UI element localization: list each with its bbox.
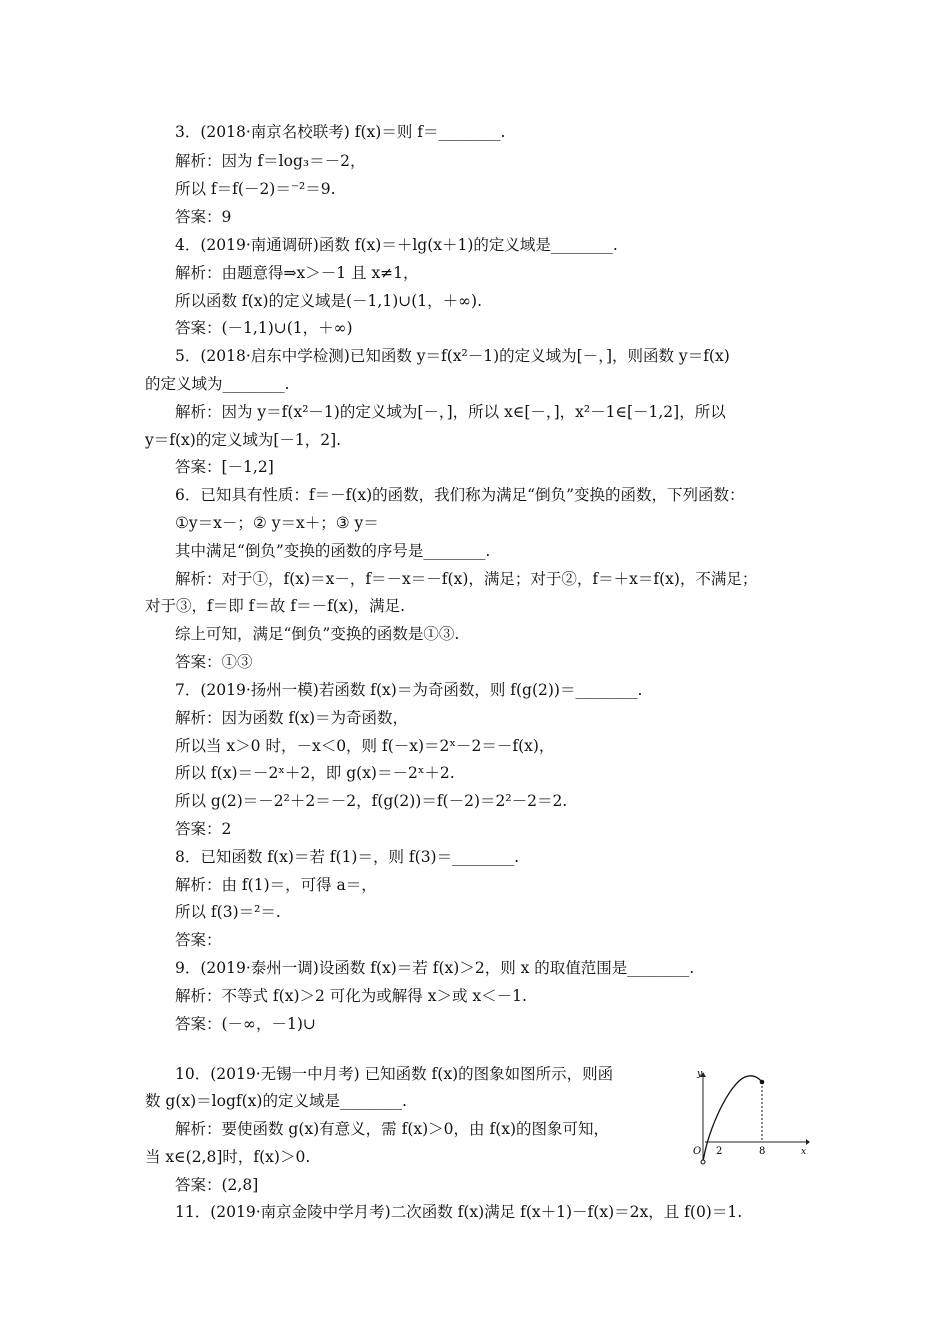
q4-solution: 解析：由题意得⇒x＞－1 且 x≠1， [175,264,419,282]
q10-solution: 解析：要使函数 g(x)有意义，需 f(x)＞0，由 f(x)的图象可知， [175,1120,610,1138]
q3-question: 3．(2018·南京名校联考) f(x)＝则 f＝________. [175,123,506,141]
q6-answer: 答案：①③ [175,653,253,671]
endpoint-open [701,1160,705,1164]
q5-question-2: 的定义域为________. [145,375,290,393]
q5-solution: 解析：因为 y＝f(x²－1)的定义域为[－，]，所以 x∈[－，]，x²－1∈[－1,2]，所以 [175,403,726,421]
q4-answer: 答案：(－1,1)∪(1，＋∞) [175,319,353,337]
q11-question: 11．(2019·南京金陵中学月考)二次函数 f(x)满足 f(x＋1)－f(x)＝2x，且 f(0)＝1. [175,1203,743,1221]
q5-question: 5．(2018·启东中学检测)已知函数 y＝f(x²－1)的定义域为[－，]，则函数 y＝f(x) [175,347,730,365]
q6-solution-3: 综上可知，满足“倒负”变换的函数是①③. [175,625,460,643]
q9-answer: 答案：(－∞，－1)∪ [175,1015,316,1033]
q8-solution: 解析：由 f(1)＝，可得 a＝， [175,876,377,894]
q10-question-2: 数 g(x)＝logf(x)的定义域是________. [145,1092,407,1110]
q8-answer: 答案： [175,931,222,949]
q3-answer: 答案：9 [175,208,232,226]
tick-label-8: 8 [759,1146,766,1157]
q6-solution-2: 对于③，f＝即 f＝故 f＝－f(x)，满足. [145,597,406,615]
q5-answer: 答案：[－1,2] [175,458,274,476]
q3-solution: 解析：因为 f＝log₃＝－2， [175,152,366,170]
q6-question-2: 其中满足“倒负”变换的函数的序号是________. [175,542,491,560]
q7-answer: 答案：2 [175,820,232,838]
function-curve [703,1076,762,1162]
q10-question: 10．(2019·无锡一中月考) 已知函数 f(x)的图象如图所示，则函 [175,1065,614,1083]
q4-question: 4．(2019·南通调研)函数 f(x)＝＋lg(x＋1)的定义域是________. [175,236,618,254]
q7-solution: 解析：因为函数 f(x)＝为奇函数， [175,709,409,727]
q8-solution-2: 所以 f(3)＝²＝. [175,903,281,921]
q8-question: 8．已知函数 f(x)＝若 f(1)＝，则 f(3)＝________. [175,848,520,866]
q7-solution-3: 所以 f(x)＝－2ˣ＋2，即 g(x)＝－2ˣ＋2. [175,764,455,782]
q10-solution-2: 当 x∈(2,8]时，f(x)＞0. [145,1148,311,1166]
q9-solution: 解析：不等式 f(x)＞2 可化为或解得 x＞或 x＜－1. [175,987,527,1005]
q7-question: 7．(2019·扬州一模)若函数 f(x)＝为奇函数，则 f(g(2))＝________. [175,681,643,699]
y-axis-label: y [697,1069,703,1079]
q7-solution-4: 所以 g(2)＝－2²＋2＝－2，f(g(2))＝f(－2)＝2²－2＝2. [175,792,568,810]
q10-answer: 答案：(2,8] [175,1176,259,1194]
origin-label: O [693,1146,702,1157]
q6-solution: 解析：对于①，f(x)＝x－，f＝－x＝－f(x)，满足；对于②，f＝＋x＝f(x)，不满足； [175,570,758,588]
function-graph-figure [690,1068,810,1168]
endpoint-filled [760,1080,765,1085]
q7-solution-2: 所以当 x＞0 时，－x＜0，则 f(－x)＝2ˣ－2＝－f(x)， [175,737,555,755]
q6-question: 6．已知具有性质：f＝－f(x)的函数，我们称为满足“倒负”变换的函数，下列函数： [175,486,745,504]
x-axis-label: x [801,1147,807,1157]
q5-solution-2: y＝f(x)的定义域为[－1，2]. [145,431,342,449]
tick-label-2: 2 [716,1146,723,1157]
q9-question: 9．(2019·泰州一调)设函数 f(x)＝若 f(x)＞2，则 x 的取值范围是________. [175,959,695,977]
x-axis-arrow-icon [806,1139,810,1145]
q3-solution-2: 所以 f＝f(－2)＝⁻²＝9. [175,180,336,198]
q4-solution-2: 所以函数 f(x)的定义域是(－1,1)∪(1，＋∞). [175,292,483,310]
q6-options: ①y＝x－；② y＝x＋；③ y＝ [175,514,379,532]
